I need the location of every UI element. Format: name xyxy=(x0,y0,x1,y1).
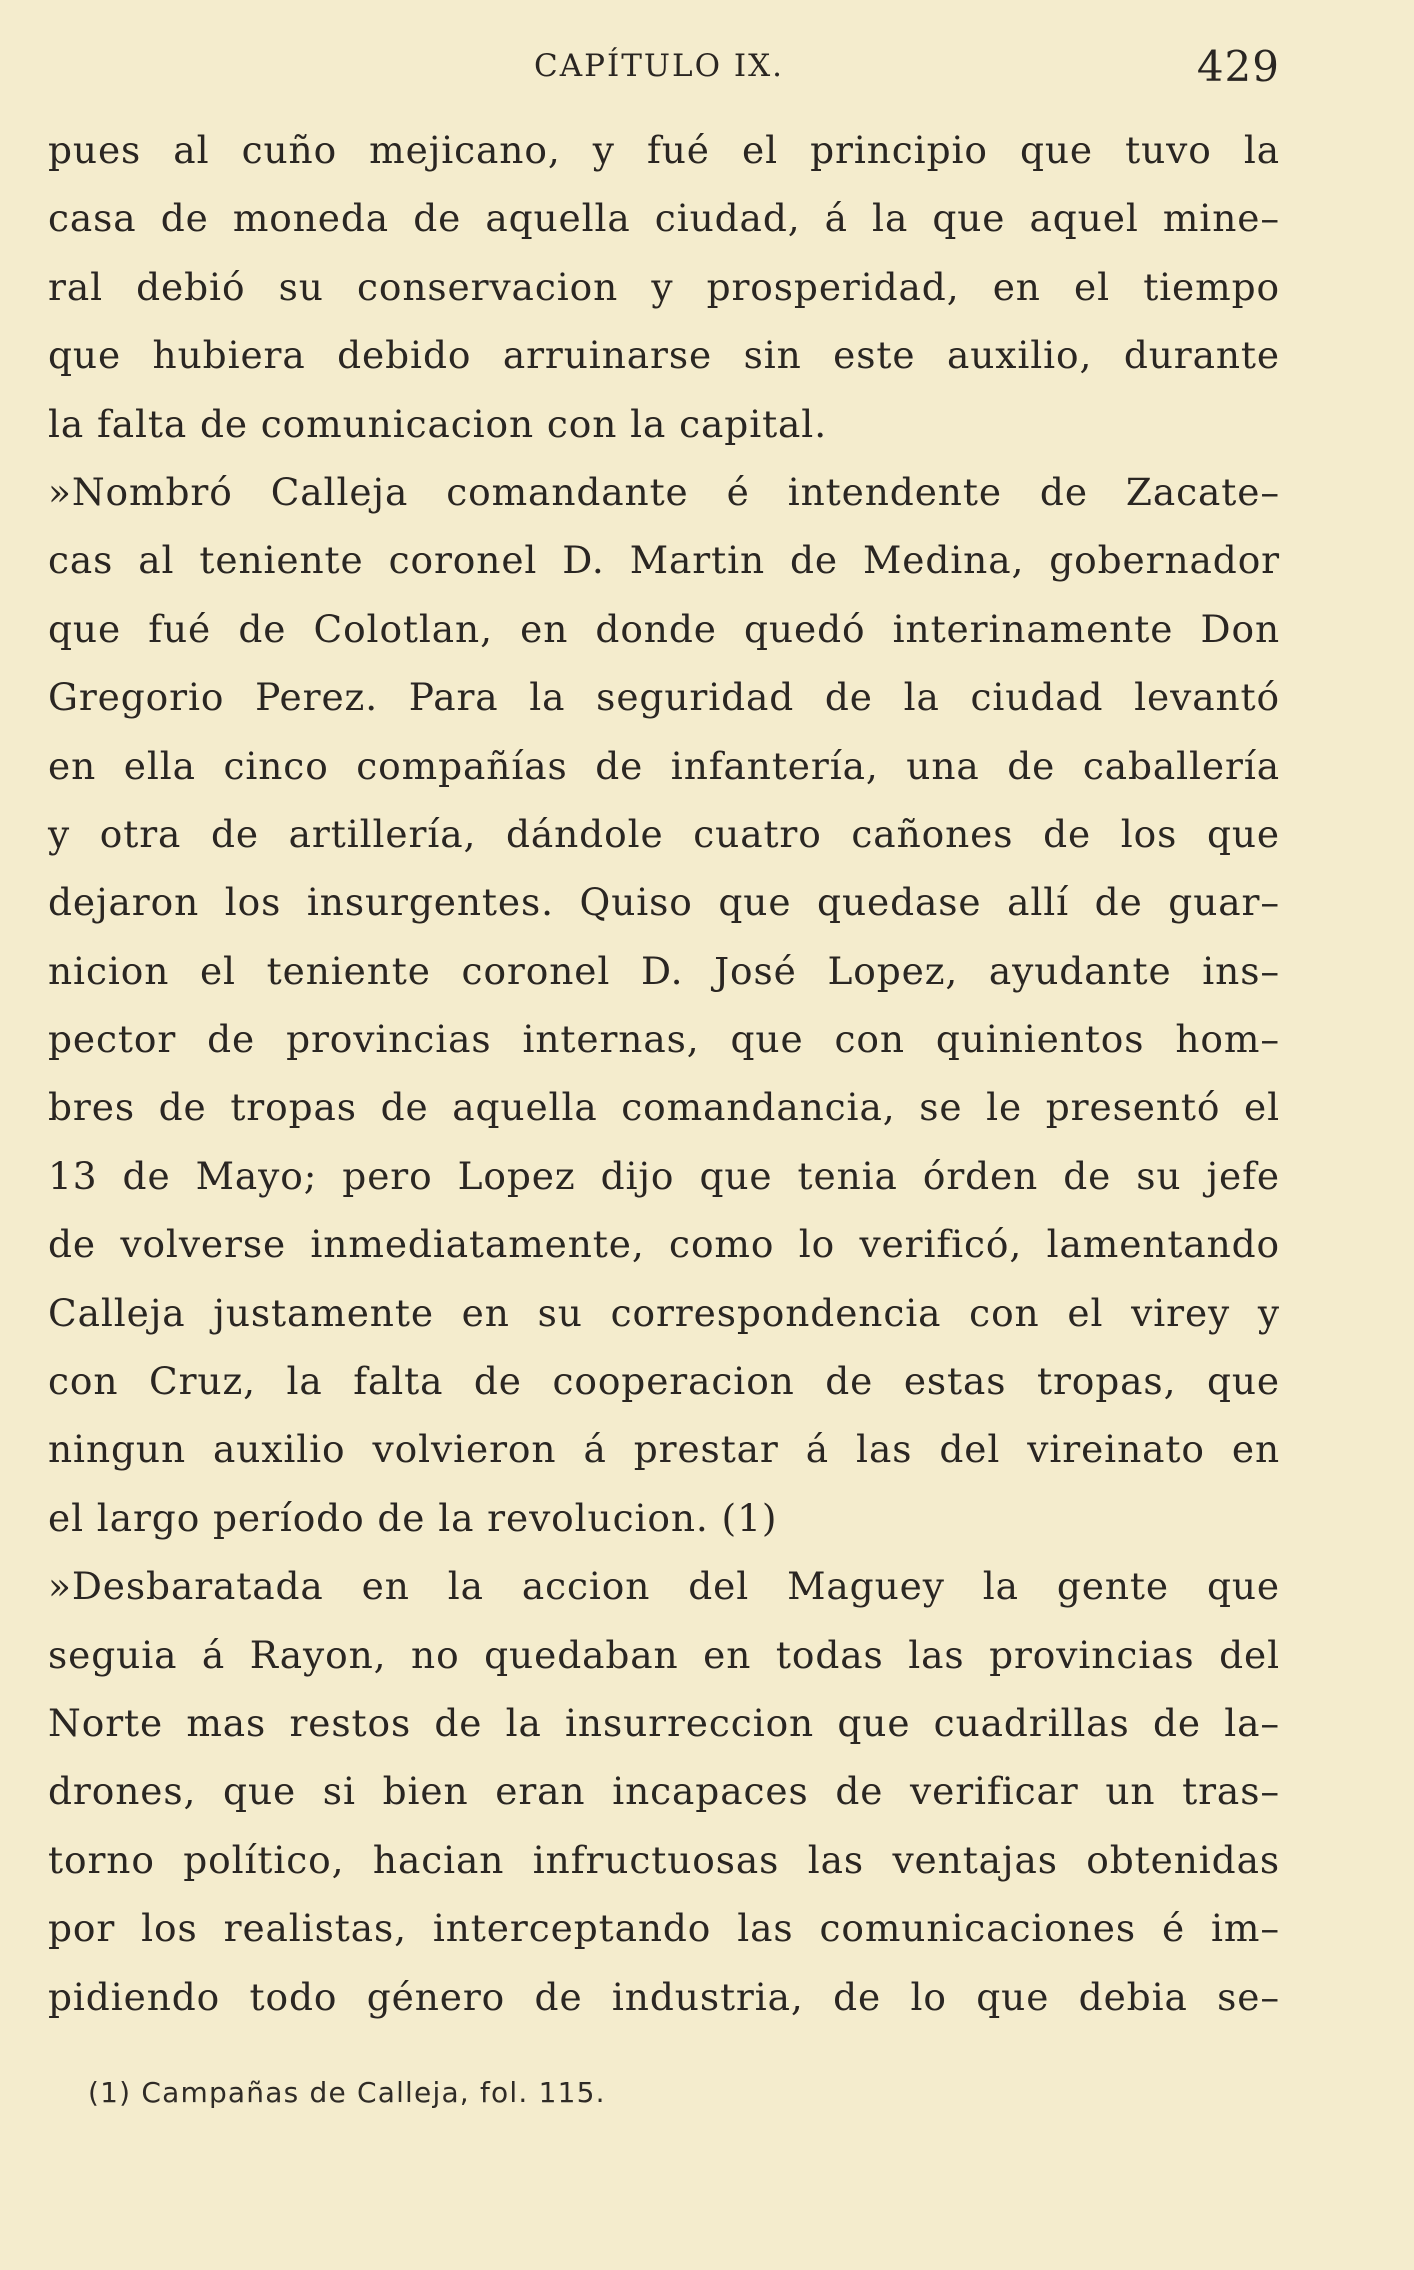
text-line: Norte mas restos de la insurreccion que cuadrillas de la– xyxy=(48,1700,1280,1745)
text-line: drones, que si bien eran incapaces de verificar un tras– xyxy=(48,1769,1280,1814)
text-line: que hubiera debido arruinarse sin este auxilio, durante xyxy=(48,333,1280,378)
text-line: en ella cinco compañías de infantería, una de caballería xyxy=(48,743,1280,788)
text-line: ningun auxilio volvieron á prestar á las del vireinato en xyxy=(48,1427,1280,1472)
running-head xyxy=(48,42,1280,102)
text-line: Gregorio Perez. Para la seguridad de la ciudad levantó xyxy=(48,675,1280,720)
text-line: »Nombró Calleja comandante é intendente de Zacate– xyxy=(48,469,1280,514)
text-line: el largo período de la revolucion. (1) xyxy=(48,1495,778,1540)
text-line: por los realistas, interceptando las comunicaciones é im– xyxy=(48,1906,1280,1951)
text-line: cas al teniente coronel D. Martin de Medina, gobernador xyxy=(48,538,1280,583)
text-line: ral debió su conservacion y prosperidad, en el tiempo xyxy=(48,264,1280,309)
text-line: 13 de Mayo; pero Lopez dijo que tenia órden de su jefe xyxy=(48,1153,1280,1198)
text-line: y otra de artillería, dándole cuatro cañones de los que xyxy=(48,811,1280,856)
text-line: casa de moneda de aquella ciudad, á la que aquel mine– xyxy=(48,196,1280,241)
page-number: 429 xyxy=(1196,42,1280,91)
text-line: dejaron los insurgentes. Quiso que quedase allí de guar– xyxy=(48,880,1280,925)
text-line: la falta de comunicacion con la capital. xyxy=(48,401,828,446)
chapter-title: CAPÍTULO IX. xyxy=(534,48,785,84)
text-line: bres de tropas de aquella comandancia, se le presentó el xyxy=(48,1085,1280,1130)
footnote: (1) Campañas de Calleja, fol. 115. xyxy=(88,2076,606,2109)
text-line: de volverse inmediatamente, como lo verificó, lamentando xyxy=(48,1222,1280,1267)
text-line: torno político, hacian infructuosas las ventajas obtenidas xyxy=(48,1837,1280,1882)
text-line: Calleja justamente en su correspondencia con el virey y xyxy=(48,1290,1280,1335)
body-text xyxy=(48,116,1280,2031)
text-line: con Cruz, la falta de cooperacion de estas tropas, que xyxy=(48,1359,1280,1404)
text-line: pues al cuño mejicano, y fué el principio que tuvo la xyxy=(48,128,1280,172)
text-line: pector de provincias internas, que con quinientos hom– xyxy=(48,1017,1280,1062)
text-line: seguia á Rayon, no quedaban en todas las provincias del xyxy=(48,1632,1280,1677)
text-line: pidiendo todo género de industria, de lo que debia se– xyxy=(48,1974,1280,2019)
text-line: »Desbaratada en la accion del Maguey la gente que xyxy=(48,1564,1280,1609)
text-line: que fué de Colotlan, en donde quedó interinamente Don xyxy=(48,606,1280,651)
text-line: nicion el teniente coronel D. José Lopez, ayudante ins– xyxy=(48,948,1280,993)
